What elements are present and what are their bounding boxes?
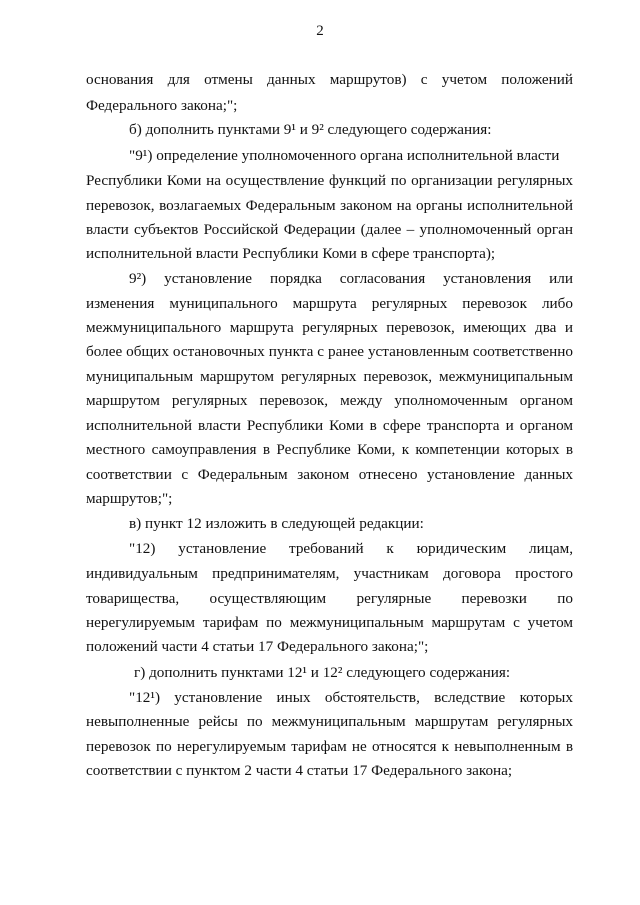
text-line: перевозок по нерегулируемым тарифам не относятся к невыполненным в — [86, 738, 573, 755]
text-line: исполнительной власти Республики Коми в сфере транспорта и органом — [86, 417, 573, 434]
text-line: в) пункт 12 изложить в следующей редакции: — [129, 515, 424, 532]
text-line: положений части 4 статьи 17 Федерального закона;"; — [86, 638, 429, 655]
text-line: власти субъектов Российской Федерации (далее – уполномоченный орган — [86, 221, 573, 238]
text-line: межмуниципального маршрута регулярных перевозок, имеющих два и — [86, 319, 573, 336]
text-line: маршрутов;"; — [86, 490, 173, 507]
text-line: г) дополнить пунктами 12¹ и 12² следующего содержания: — [134, 664, 511, 681]
text-line: исполнительной власти Республики Коми в сфере транспорта); — [86, 245, 496, 262]
text-line: невыполненные рейсы по межмуниципальным маршрутам регулярных — [86, 713, 573, 730]
text-line: "12¹) установление иных обстоятельств, вследствие которых — [129, 689, 573, 706]
text-line: б) дополнить пунктами 9¹ и 9² следующего содержания: — [129, 121, 492, 138]
text-line: нерегулируемым тарифам по межмуниципальным маршрутам с учетом — [86, 614, 573, 631]
text-line: 9²) установление порядка согласования установления или — [129, 270, 573, 287]
text-line: "12) установление требований к юридическим лицам, — [129, 540, 573, 557]
text-line: индивидуальным предпринимателям, участникам договора простого — [86, 565, 573, 582]
text-line: перевозок, возлагаемых Федеральным законом на органы исполнительной — [86, 197, 573, 214]
text-line: соответствии с Федеральным законом отнесено установление данных — [86, 466, 573, 483]
text-line: товарищества, осуществляющим регулярные перевозки по — [86, 590, 573, 607]
page-number: 2 — [316, 23, 324, 39]
text-line: Федерального закона;"; — [86, 97, 238, 114]
text-line: маршрутом регулярных перевозок, между уполномоченным органом — [86, 392, 573, 409]
text-line: основания для отмены данных маршрутов) с учетом положений — [86, 71, 573, 88]
text-line: соответствии с пунктом 2 части 4 статьи 17 Федерального закона; — [86, 762, 513, 779]
text-line: изменения муниципального маршрута регулярных перевозок либо — [86, 295, 573, 312]
text-line: муниципальным маршрутом регулярных перевозок, межмуниципальным — [86, 368, 573, 385]
text-line: Республики Коми на осуществление функций по организации регулярных — [86, 172, 573, 189]
text-line: местного самоуправления в Республике Коми, к компетенции которых в — [86, 441, 573, 458]
text-line: более общих остановочных пункта с ранее установленным соответственно — [86, 343, 573, 360]
text-line: "9¹) определение уполномоченного органа исполнительной власти — [129, 147, 560, 164]
